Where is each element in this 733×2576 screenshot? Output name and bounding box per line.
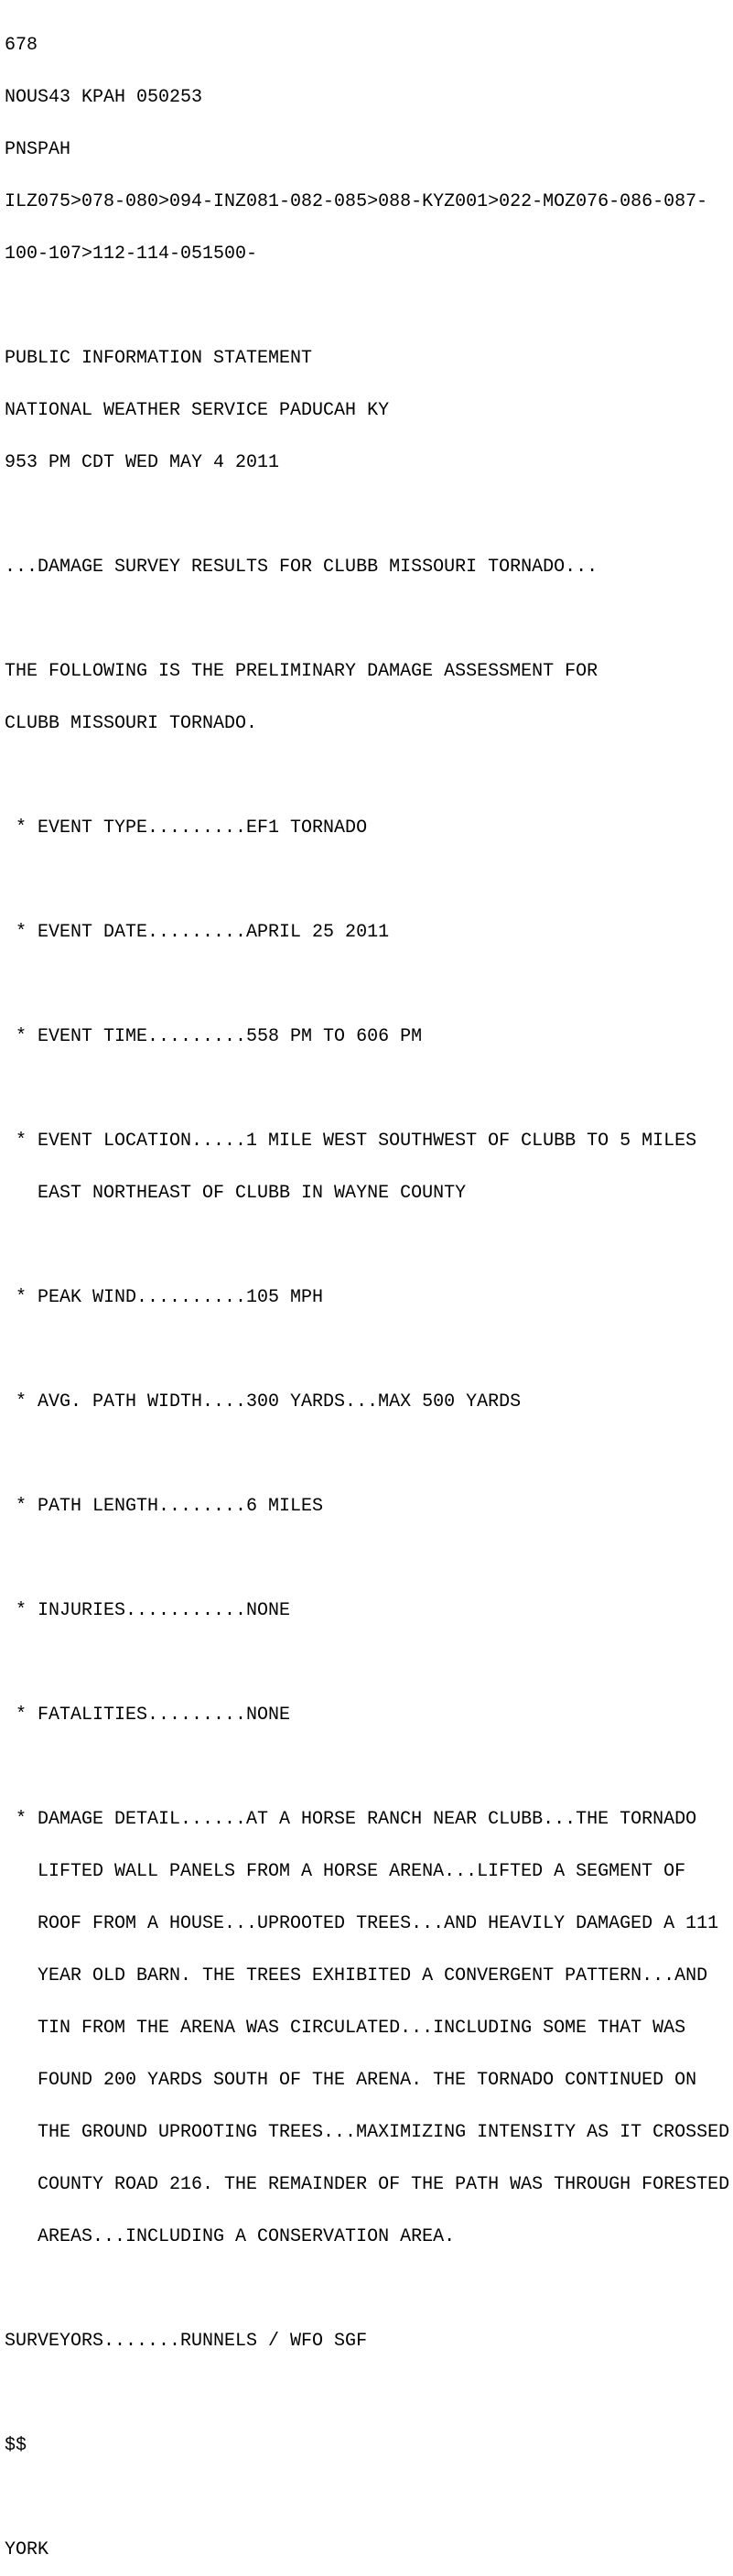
blank-line <box>5 2385 733 2402</box>
damage-detail-line: THE GROUND UPROOTING TREES...MAXIMIZING INTENSITY AS IT CROSSED <box>5 2122 730 2143</box>
injuries-item: * INJURIES...........NONE <box>5 1600 291 1621</box>
blank-line <box>5 1080 733 1098</box>
blank-line <box>5 1654 733 1672</box>
damage-detail-line: YEAR OLD BARN. THE TREES EXHIBITED A CONVERGENT PATTERN...AND <box>5 1965 708 1986</box>
damage-detail-line: FOUND 200 YARDS SOUTH OF THE ARENA. THE TORNADO CONTINUED ON <box>5 2070 697 2091</box>
headline: ...DAMAGE SURVEY RESULTS FOR CLUBB MISSOURI TORNADO... <box>5 557 598 578</box>
blank-line <box>5 767 733 785</box>
event-type-item: * EVENT TYPE.........EF1 TORNADO <box>5 817 368 839</box>
damage-detail-line: ROOF FROM A HOUSE...UPROOTED TREES...AND HEAVILY DAMAGED A 111 <box>5 1913 719 1934</box>
product-terminator: $$ <box>5 2435 27 2456</box>
fatalities-item: * FATALITIES.........NONE <box>5 1705 291 1726</box>
ugc-codes-line-2: 100-107>112-114-051500- <box>5 244 258 265</box>
damage-detail-line: * DAMAGE DETAIL......AT A HORSE RANCH NEAR CLUBB...THE TORNADO <box>5 1809 697 1830</box>
wmo-heading: NOUS43 KPAH 050253 <box>5 87 203 108</box>
peak-wind-item: * PEAK WIND..........105 MPH <box>5 1287 324 1308</box>
event-location-item-line-1: * EVENT LOCATION.....1 MILE WEST SOUTHWEST OF CLUBB TO 5 MILES <box>5 1131 697 1152</box>
intro-line-2: CLUBB MISSOURI TORNADO. <box>5 713 258 734</box>
intro-line-1: THE FOLLOWING IS THE PRELIMINARY DAMAGE ASSESSMENT FOR <box>5 661 598 682</box>
path-length-item: * PATH LENGTH........6 MILES <box>5 1496 324 1517</box>
blank-line <box>5 1550 733 1567</box>
damage-detail-line: COUNTY ROAD 216. THE REMAINDER OF THE PATH WAS THROUGH FORESTED <box>5 2174 730 2195</box>
surveyors-line: SURVEYORS.......RUNNELS / WFO SGF <box>5 2331 368 2352</box>
ugc-codes-line-1: ILZ075>078-080>094-INZ081-082-085>088-KYZ001>022-MOZ076-086-087- <box>5 191 708 212</box>
issue-time: 953 PM CDT WED MAY 4 2011 <box>5 452 280 473</box>
sequence-number: 678 <box>5 35 38 56</box>
issuing-office: NATIONAL WEATHER SERVICE PADUCAH KY <box>5 400 390 421</box>
blank-line <box>5 298 733 315</box>
product-type: PUBLIC INFORMATION STATEMENT <box>5 348 313 369</box>
damage-detail-line: TIN FROM THE ARENA WAS CIRCULATED...INCLUDING SOME THAT WAS <box>5 2018 686 2039</box>
blank-line <box>5 2489 733 2506</box>
blank-line <box>5 611 733 628</box>
blank-line <box>5 1445 733 1463</box>
blank-line <box>5 871 733 889</box>
blank-line <box>5 976 733 993</box>
blank-line <box>5 1237 733 1254</box>
event-time-item: * EVENT TIME.........558 PM TO 606 PM <box>5 1026 423 1047</box>
blank-line <box>5 2280 733 2298</box>
event-date-item: * EVENT DATE.........APRIL 25 2011 <box>5 922 390 943</box>
blank-line <box>5 1341 733 1358</box>
author-signature: YORK <box>5 2539 49 2560</box>
damage-detail-line: LIFTED WALL PANELS FROM A HORSE ARENA...LIFTED A SEGMENT OF <box>5 1861 686 1882</box>
damage-detail-line: AREAS...INCLUDING A CONSERVATION AREA. <box>5 2226 456 2247</box>
blank-line <box>5 506 733 524</box>
event-location-item-line-2: EAST NORTHEAST OF CLUBB IN WAYNE COUNTY <box>5 1183 467 1204</box>
blank-line <box>5 1759 733 1776</box>
awips-id: PNSPAH <box>5 139 71 160</box>
avg-path-width-item: * AVG. PATH WIDTH....300 YARDS...MAX 500 YARDS <box>5 1391 522 1412</box>
